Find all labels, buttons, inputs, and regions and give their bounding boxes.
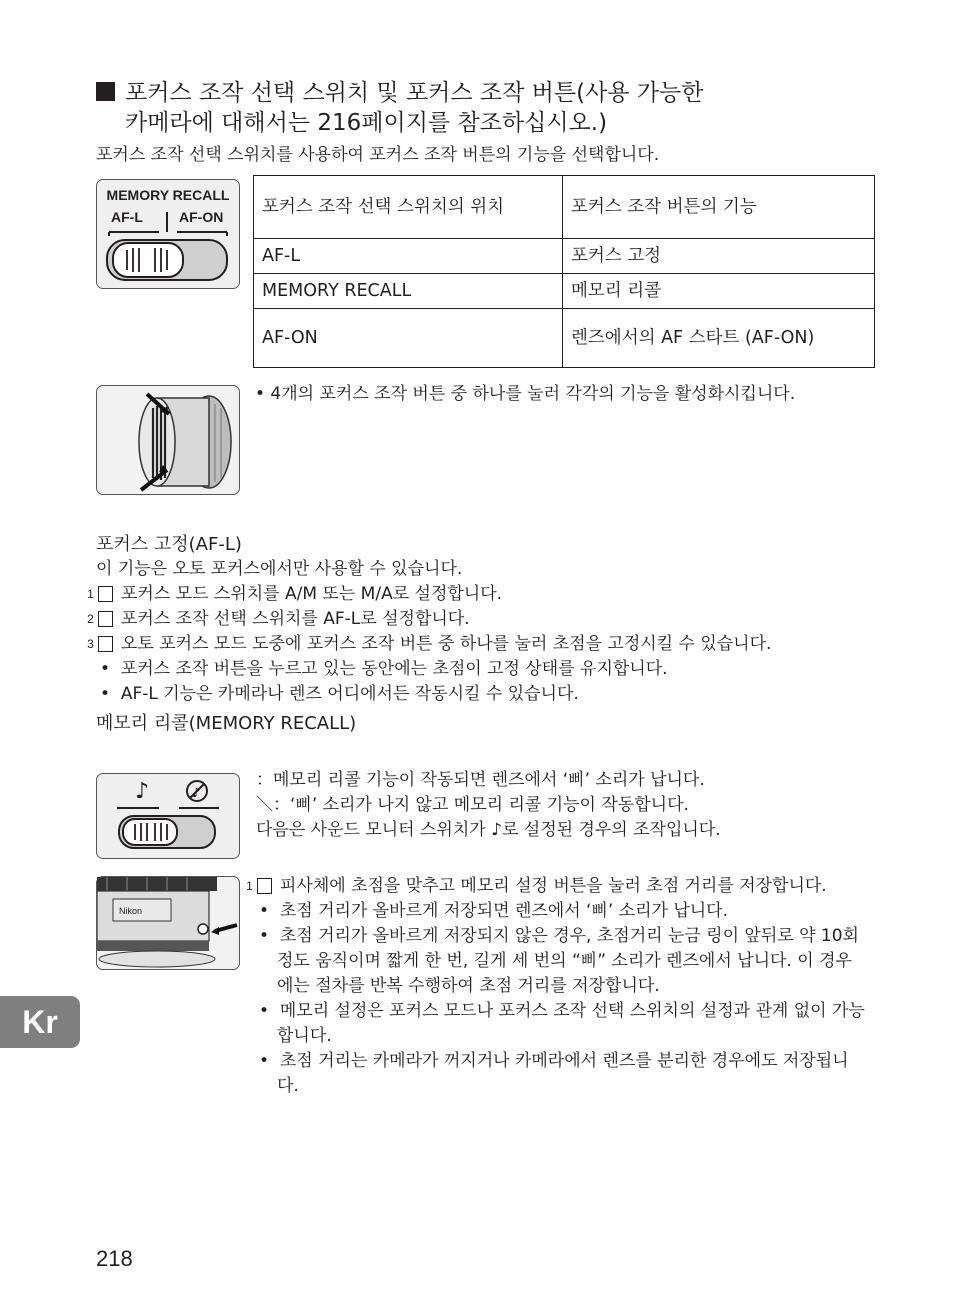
afl-bullet-text: 포커스 조작 버튼을 누르고 있는 동안에는 초점이 고정 상태를 유지합니다. <box>120 659 668 679</box>
step-number-1: 1 <box>98 586 113 602</box>
afl-bullet-text: AF-L 기능은 카메라나 렌즈 어디에서든 작동시킬 수 있습니다. <box>120 684 579 704</box>
step-number-2: 2 <box>98 611 113 627</box>
intro-text: 포커스 조작 선택 스위치를 사용하여 포커스 조작 버튼의 기능을 선택합니다. <box>96 145 660 165</box>
afl-step <box>87 582 876 607</box>
memory-title: 메모리 리콜(MEMORY RECALL) <box>96 713 357 734</box>
language-tab: Kr <box>0 996 80 1048</box>
memory-bullet: • 메모리 설정은 포커스 모드나 포커스 조작 선택 스위치의 설정과 관계 없이 가능합니다. <box>259 1001 865 1046</box>
sound-switch-illustration <box>97 774 239 858</box>
heading-line-2: 카메라에 대해서는 216페이지를 참조하십시오.) <box>125 110 608 136</box>
section-heading <box>96 78 876 138</box>
afl-title: 포커스 고정(AF-L) <box>96 534 242 555</box>
page-number: 218 <box>96 1246 133 1271</box>
memory-step-text: 피사체에 초점을 맞추고 메모리 설정 버튼을 눌러 초점 거리를 저장합니다. <box>280 876 827 896</box>
memory-bullet-text: 메모리 설정은 포커스 모드나 포커스 조작 선택 스위치의 설정과 관계 없이 가능합니다. <box>277 1001 865 1046</box>
lens-memory-illustration <box>97 877 239 969</box>
afl-step <box>87 632 876 657</box>
switch-label-afon: AF-ON <box>179 209 224 225</box>
memory-set-button-figure <box>96 876 240 970</box>
lens-barrel-illustration <box>97 386 239 494</box>
afl-step-text: 오토 포커스 모드 도중에 포커스 조작 버튼 중 하나를 눌러 초점을 고정시킬 수 있습니다. <box>121 634 772 654</box>
memory-bullet: • 초점 거리가 올바르게 저장되지 않은 경우, 초점거리 눈금 링이 앞뒤로 약 10회 정도 움직이며 짧게 한 번, 길게 세 번의 “삐” 소리가 렌즈에서 납니다. 이 경우에는 절차를 반복 수행하여 초점 거리를 저장합니다. <box>259 926 859 996</box>
memory-bullet: • 초점 거리가 올바르게 저장되면 렌즈에서 ‘삐’ 소리가 납니다. <box>259 901 729 921</box>
memory-bullet-text: 초점 거리가 올바르게 저장되지 않은 경우, 초점거리 눈금 링이 앞뒤로 약 10회 정도 움직이며 짧게 한 번, 길게 세 번의 “삐” 소리가 렌즈에서 납니다. 이 경우에는 절차를 반복 수행하여 초점 거리를 저장합니다. <box>277 926 859 996</box>
memory-sound-lines <box>256 768 876 843</box>
table-cell: MEMORY RECALL <box>254 274 563 309</box>
focus-switch-illustration <box>97 180 239 288</box>
switch-function-table <box>253 175 875 368</box>
table-cell: 렌즈에서의 AF 스타트 (AF-ON) <box>563 309 875 368</box>
memory-bullet-text: 초점 거리는 카메라가 꺼지거나 카메라에서 렌즈를 분리한 경우에도 저장됩니다. <box>277 1051 849 1096</box>
memory-line: 다음은 사운드 모니터 스위치가 ♪로 설정된 경우의 조작입니다. <box>256 820 721 840</box>
table-cell: AF-ON <box>254 309 563 368</box>
afl-step-text: 포커스 조작 선택 스위치를 AF-L로 설정합니다. <box>121 609 470 629</box>
table-row <box>254 274 875 309</box>
sound-monitor-switch-figure <box>96 773 240 859</box>
memory-line: ：메모리 리콜 기능이 작동되면 렌즈에서 ‘삐’ 소리가 납니다. <box>256 770 705 790</box>
afl-section <box>87 532 876 736</box>
afl-bullet: • 포커스 조작 버튼을 누르고 있는 동안에는 초점이 고정 상태를 유지합니다. <box>100 659 668 679</box>
table-cell: 메모리 리콜 <box>563 274 875 309</box>
memory-procedure <box>246 874 865 1099</box>
memory-bullet: • 초점 거리는 카메라가 꺼지거나 카메라에서 렌즈를 분리한 경우에도 저장됩니다. <box>259 1051 849 1096</box>
beep-on-icon: ♪ <box>135 779 150 804</box>
table-cell: AF-L <box>254 239 563 274</box>
step-number-1: 1 <box>257 878 272 894</box>
switch-label-afl: AF-L <box>111 209 143 225</box>
table-row <box>254 239 875 274</box>
svg-text:♪: ♪ <box>192 786 201 801</box>
lens-focus-buttons-figure <box>96 385 240 495</box>
table-row <box>254 309 875 368</box>
table-header-function: 포커스 조작 버튼의 기능 <box>563 176 875 239</box>
table-cell: 포커스 고정 <box>563 239 875 274</box>
afl-intro: 이 기능은 오토 포커스에서만 사용할 수 있습니다. <box>96 559 463 579</box>
afl-step <box>87 607 876 632</box>
memory-step <box>246 874 865 899</box>
heading-line-1: 포커스 조작 선택 스위치 및 포커스 조작 버튼(사용 가능한 <box>125 80 704 106</box>
step-number-3: 3 <box>98 636 113 652</box>
square-bullet-icon <box>96 82 115 101</box>
switch-label-memory: MEMORY RECALL <box>106 187 230 203</box>
lens-brand-label: Nikon <box>119 906 143 916</box>
table-header-position: 포커스 조작 선택 스위치의 위치 <box>254 176 563 239</box>
buttons-note: • 4개의 포커스 조작 버튼 중 하나를 눌러 각각의 기능을 활성화시킵니다. <box>255 384 796 404</box>
memory-bullet-text: 초점 거리가 올바르게 저장되면 렌즈에서 ‘삐’ 소리가 납니다. <box>279 901 729 921</box>
afl-step-text: 포커스 모드 스위치를 A/M 또는 M/A로 설정합니다. <box>121 584 503 604</box>
table-header-row <box>254 176 875 239</box>
memory-line: ＼：‘삐’ 소리가 나지 않고 메모리 리콜 기능이 작동합니다. <box>256 795 689 815</box>
focus-function-switch-figure <box>96 179 240 289</box>
beep-off-icon <box>187 781 207 801</box>
afl-bullet: • AF-L 기능은 카메라나 렌즈 어디에서든 작동시킬 수 있습니다. <box>100 684 579 704</box>
